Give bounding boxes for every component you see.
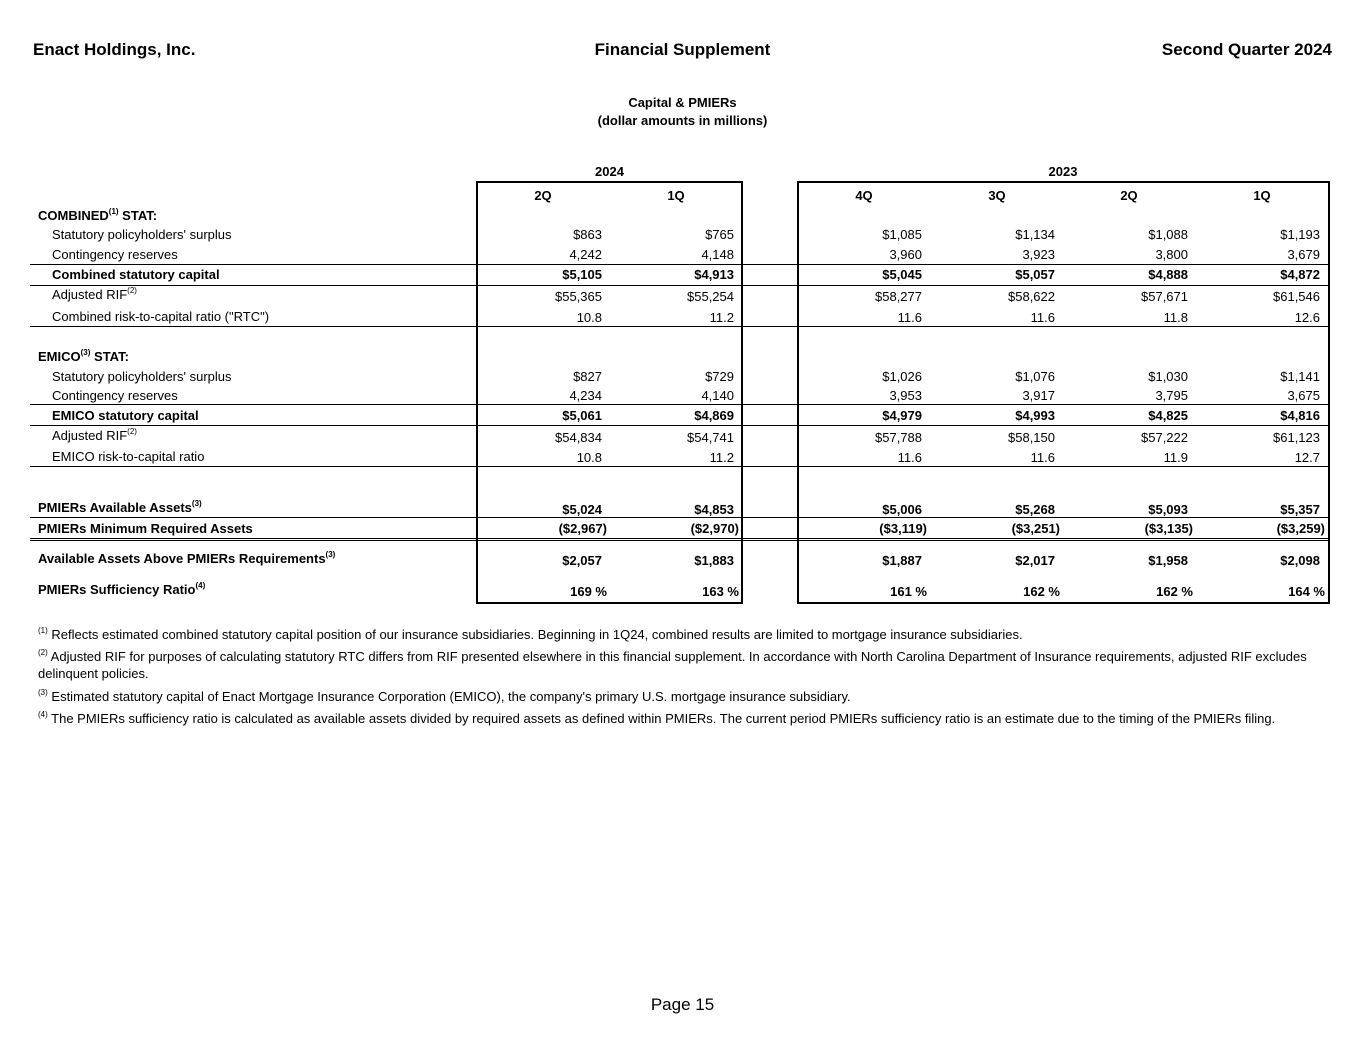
table-cell: 11.6 [897, 450, 922, 465]
table-cell: $863 [573, 227, 602, 242]
table-cell: 12.6 [1294, 310, 1320, 325]
table-cell: $5,024 [562, 502, 602, 517]
table-cell: $61,123 [1273, 430, 1320, 445]
table-cell: ($3,251) [1011, 521, 1060, 536]
column-header: 4Q [855, 188, 873, 203]
table-cell: $57,788 [875, 430, 922, 445]
table-title: Capital & PMIERs [628, 95, 737, 110]
table-cell: 4,140 [701, 388, 734, 403]
table-cell: 3,800 [1155, 247, 1188, 262]
footnote-4: $^{(4)}$ The PMIERs sufficiency ratio is calculated as available assets divided by required assets as defined within PMIERs. The current period PMIERs sufficiency ratio is an estimate due to the timing of the PMIERs filing. [38, 710, 1276, 726]
table-cell: 169 % [570, 584, 607, 599]
table-cell: $4,872 [1280, 267, 1320, 282]
table-cell: $4,979 [882, 408, 922, 423]
table-cell: $4,913 [694, 267, 734, 282]
table-cell: 3,953 [889, 388, 922, 403]
table-cell: 162 % [1156, 584, 1193, 599]
section-combined: COMBINED$^{(1)}$ STAT: [38, 207, 158, 223]
table-cell: $5,105 [562, 267, 602, 282]
table-cell: $1,887 [882, 553, 922, 568]
table-cell: ($3,135) [1144, 521, 1193, 536]
table-cell: $4,853 [694, 502, 734, 517]
table-cell: $1,026 [882, 369, 922, 384]
row-label: Combined statutory capital [52, 267, 220, 282]
document-title: Financial Supplement [594, 40, 771, 59]
column-header: 1Q [667, 188, 685, 203]
table-cell: $55,254 [687, 289, 734, 304]
table-cell: 10.8 [576, 310, 602, 325]
row-label: Adjusted RIF$^{(2)}$ [52, 286, 137, 302]
table-cell: 12.7 [1294, 450, 1320, 465]
table-cell: 11.2 [709, 310, 734, 325]
table-cell: 10.8 [576, 450, 602, 465]
table-cell: 3,679 [1287, 247, 1320, 262]
table-cell: $5,006 [882, 502, 922, 517]
table-cell: 11.2 [709, 450, 734, 465]
table-cell: 4,148 [701, 247, 734, 262]
table-cell: $1,076 [1015, 369, 1055, 384]
rule [30, 466, 1330, 467]
table-cell: $1,141 [1280, 369, 1320, 384]
table-cell: $5,357 [1280, 502, 1320, 517]
table-cell: 161 % [890, 584, 927, 599]
table-cell: $54,834 [555, 430, 602, 445]
table-cell: $1,030 [1148, 369, 1188, 384]
row-label: Combined risk-to-capital ratio ("RTC") [52, 309, 270, 324]
table-cell: $57,671 [1141, 289, 1188, 304]
table-cell: 11.6 [1030, 310, 1055, 325]
table-cell: $54,741 [687, 430, 734, 445]
table-cell: 3,795 [1155, 388, 1188, 403]
page-number: Page 15 [650, 995, 715, 1014]
table-cell: 162 % [1023, 584, 1060, 599]
table-cell: 3,960 [889, 247, 922, 262]
table-cell: $1,883 [694, 553, 734, 568]
table-cell: $5,061 [562, 408, 602, 423]
rule [30, 264, 1330, 265]
table-cell: $765 [705, 227, 734, 242]
table-cell: ($2,970) [690, 521, 739, 536]
row-label: Adjusted RIF$^{(2)}$ [52, 427, 137, 443]
table-cell: 11.9 [1163, 450, 1188, 465]
company-name: Enact Holdings, Inc. [33, 40, 196, 59]
table-cell: $1,193 [1280, 227, 1320, 242]
table-cell: ($3,259) [1276, 521, 1325, 536]
period-label: Second Quarter 2024 [1161, 40, 1332, 59]
section-emico: EMICO$^{(3)}$ STAT: [38, 348, 129, 364]
table-cell: 11.6 [897, 310, 922, 325]
row-label: Available Assets Above PMIERs Requirements$^{(3)}$ [38, 550, 336, 566]
table-cell: $1,088 [1148, 227, 1188, 242]
table-cell: $2,017 [1015, 553, 1055, 568]
table-cell: 3,917 [1022, 388, 1055, 403]
column-header: 2Q [1120, 188, 1138, 203]
table-cell: $4,869 [694, 408, 734, 423]
year-2023: 2023 [1048, 164, 1078, 179]
column-header: 2Q [534, 188, 552, 203]
table-cell: $57,222 [1141, 430, 1188, 445]
table-cell: $1,134 [1015, 227, 1055, 242]
rule [30, 517, 1330, 518]
table-cell: $55,365 [555, 289, 602, 304]
row-label: Statutory policyholders' surplus [52, 227, 232, 242]
table-cell: $1,958 [1148, 553, 1188, 568]
table-cell: $5,268 [1015, 502, 1055, 517]
table-cell: $5,045 [882, 267, 922, 282]
table-cell: 163 % [702, 584, 739, 599]
row-label: Contingency reserves [52, 388, 178, 403]
row-label: PMIERs Available Assets$^{(3)}$ [38, 499, 202, 515]
column-header: 1Q [1253, 188, 1271, 203]
column-header: 3Q [988, 188, 1006, 203]
rule [30, 326, 1330, 327]
table-cell: 3,675 [1287, 388, 1320, 403]
row-label: Contingency reserves [52, 247, 178, 262]
table-cell: $58,150 [1008, 430, 1055, 445]
table-cell: $58,622 [1008, 289, 1055, 304]
table-cell: $5,093 [1148, 502, 1188, 517]
table-cell: 11.6 [1030, 450, 1055, 465]
row-label: Statutory policyholders' surplus [52, 369, 232, 384]
table-cell: $1,085 [882, 227, 922, 242]
row-label: EMICO risk-to-capital ratio [52, 449, 205, 464]
table-cell: $4,816 [1280, 408, 1320, 423]
table-cell: $4,888 [1148, 267, 1188, 282]
table-cell: $61,546 [1273, 289, 1320, 304]
table-cell: 164 % [1288, 584, 1325, 599]
table-cell: ($3,119) [879, 521, 927, 536]
rule [30, 425, 1330, 426]
double-rule [30, 538, 1330, 541]
table-cell: $827 [573, 369, 602, 384]
table-cell: $4,993 [1015, 408, 1055, 423]
rule [30, 404, 1330, 405]
table-cell: 4,234 [569, 388, 602, 403]
table-cell: $2,098 [1280, 553, 1320, 568]
table-cell: 4,242 [569, 247, 602, 262]
footnote-3: $^{(3)}$ Estimated statutory capital of Enact Mortgage Insurance Corporation (EMICO), the company's primary U.S. mortgage insurance subsidiary. [38, 688, 851, 704]
row-label: EMICO statutory capital [52, 408, 199, 423]
table-cell: $4,825 [1148, 408, 1188, 423]
table-cell: $5,057 [1015, 267, 1055, 282]
table-cell: 3,923 [1022, 247, 1055, 262]
table-cell: $729 [705, 369, 734, 384]
table-cell: $2,057 [562, 553, 602, 568]
table-cell: 11.8 [1163, 310, 1188, 325]
row-label: PMIERs Minimum Required Assets [38, 521, 253, 536]
table-cell: ($2,967) [558, 521, 607, 536]
table-subtitle: (dollar amounts in millions) [597, 113, 768, 128]
row-label: PMIERs Sufficiency Ratio$^{(4)}$ [38, 581, 206, 597]
year-2024: 2024 [595, 164, 624, 179]
footnote-1: $^{(1)}$ Reflects estimated combined statutory capital position of our insurance subsidiaries. Beginning in 1Q24, combined results are limited to mortgage insurance subsidiaries. [38, 626, 1023, 642]
rule [30, 285, 1330, 286]
footnote-2: $^{(2)}$ Adjusted RIF for purposes of calculating statutory RTC differs from RIF presented elsewhere in this financial supplement. In accordance with North Carolina Department of Insurance requirements, adjusted RIF excludes delinquent policies. [38, 648, 1307, 681]
table-cell: $58,277 [875, 289, 922, 304]
